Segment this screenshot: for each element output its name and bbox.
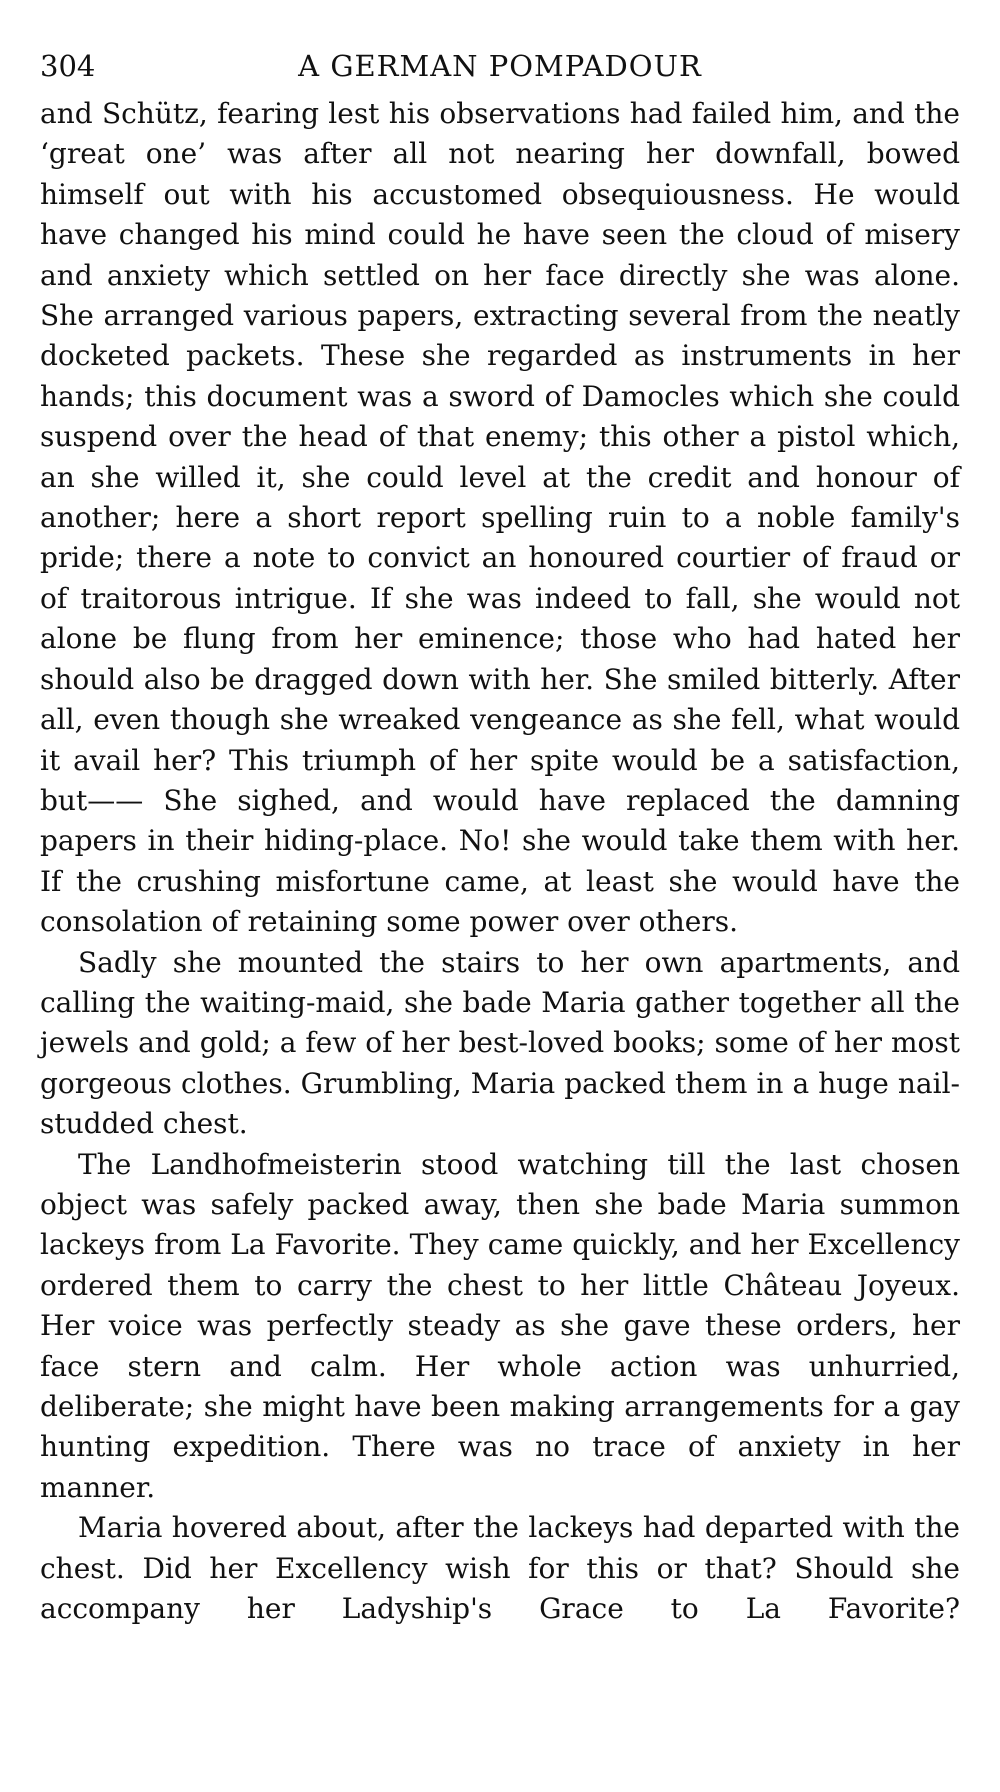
running-title: A GERMAN POMPADOUR bbox=[298, 49, 702, 83]
body-text bbox=[40, 94, 960, 1629]
paragraph: Maria hovered about, after the lackeys had departed with the chest. Did her Excellency wish for this or that? Should she accompany her Ladyship's Grace to La Favorite? bbox=[40, 1511, 960, 1626]
running-head bbox=[40, 38, 960, 94]
book-page bbox=[40, 38, 960, 1629]
paragraph: and Schütz, fearing lest his observations had failed him, and the ‘great one’ was after all not nearing her downfall, bowed himself out with his accustomed obsequiousness. He would have changed his mind could he have seen the cloud of misery and anxiety which settled on her face directly she was alone. She arranged various papers, extracting several from the neatly docketed packets. These she regarded as instruments in her hands; this document was a sword of Damocles which she could suspend over the head of that enemy; this other a pistol which, an she willed it, she could level at the credit and honour of another; here a short report spelling ruin to a noble family's pride; there a note to convict an honoured courtier of fraud or of traitorous intrigue. If she was indeed to fall, she would not alone be flung from her eminence; those who had hated her should also be dragged down with her. She smiled bitterly. After all, even though she wreaked vengeance as she fell, what would it avail her? This triumph of her spite would be a satisfaction, but—— She sighed, and would have replaced the damning papers in their hiding-place. No! she would take them with her. If the crushing misfortune came, at least she would have the consolation of retaining some power over others. bbox=[40, 97, 960, 939]
paragraph: Sadly she mounted the stairs to her own apartments, and calling the waiting-maid, she bade Maria gather together all the jewels and gold; a few of her best-loved books; some of her most gorgeous clothes. Grumbling, Maria packed them in a huge nail-studded chest. bbox=[40, 945, 960, 1141]
page-number: 304 bbox=[40, 49, 96, 83]
paragraph: The Landhofmeisterin stood watching till the last chosen object was safely packed away, then she bade Maria summon lackeys from La Favorite. They came quickly, and her Excellency ordered them to carry the chest to her little Château Joyeux. Her voice was perfectly steady as she gave these orders, her face stern and calm. Her whole action was unhurried, deliberate; she might have been making arrangements for a gay hunting expedition. There was no trace of anxiety in her manner. bbox=[40, 1147, 960, 1504]
